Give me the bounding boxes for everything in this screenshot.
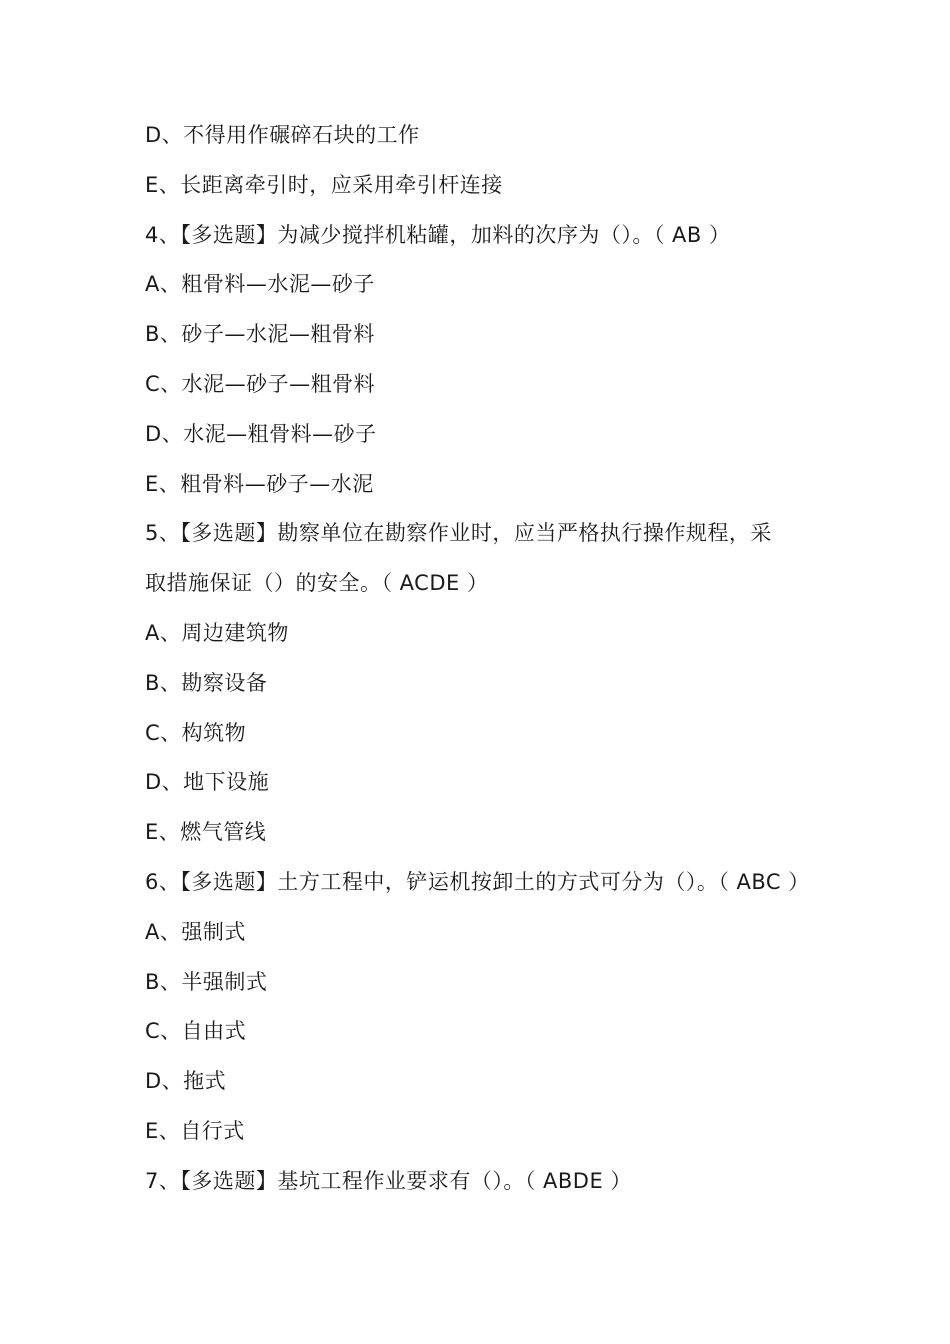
question-text-block [145, 111, 825, 1207]
option-line: B、勘察设备 [145, 670, 268, 695]
option-line: D、水泥—粗骨料—砂子 [145, 421, 377, 446]
option-line: C、自由式 [145, 1019, 247, 1044]
option-line: B、砂子—水泥—粗骨料 [145, 322, 375, 347]
option-line: C、构筑物 [145, 720, 247, 745]
option-line: E、自行式 [145, 1118, 245, 1143]
option-line: D、拖式 [145, 1069, 227, 1094]
question-line: 7、【多选题】基坑工程作业要求有（）。（ ABDE ） [145, 1168, 632, 1193]
option-line: C、水泥—砂子—粗骨料 [145, 371, 376, 396]
option-line: A、粗骨料—水泥—砂子 [145, 272, 375, 297]
option-line: E、粗骨料—砂子—水泥 [145, 471, 374, 496]
option-line: A、周边建筑物 [145, 620, 289, 645]
question-line-continued: 取措施保证（）的安全。（ ACDE ） [145, 571, 489, 596]
question-line: 5、【多选题】勘察单位在勘察作业时，应当严格执行操作规程，采 [145, 521, 772, 546]
option-line: D、地下设施 [145, 770, 270, 795]
question-line: 6、【多选题】土方工程中，铲运机按卸土的方式可分为（）。（ ABC ） [145, 869, 810, 894]
option-line: E、长距离牵引时，应采用牵引杆连接 [145, 172, 503, 197]
option-line: B、半强制式 [145, 969, 268, 994]
question-line: 4、【多选题】为减少搅拌机粘罐，加料的次序为（）。（ AB ） [145, 222, 731, 247]
option-line: D、不得用作碾碎石块的工作 [145, 123, 420, 147]
option-line: E、燃气管线 [145, 820, 267, 845]
option-line: A、强制式 [145, 919, 246, 944]
